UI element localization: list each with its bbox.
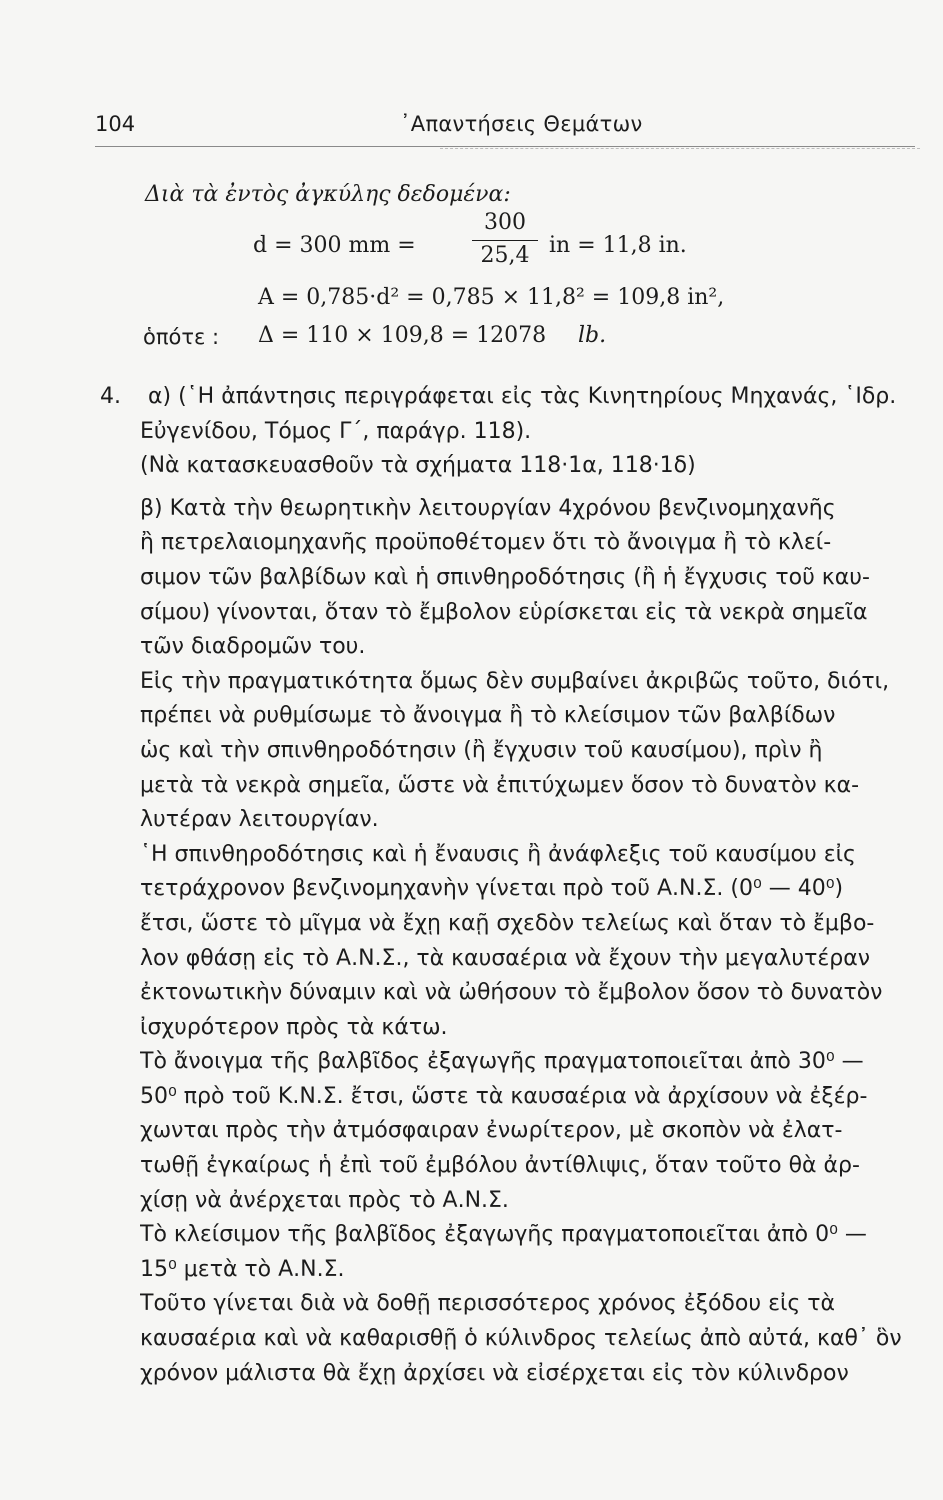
text-line: ἢ πετρελαιομηχανῆς προϋποθέτομεν ὅτι τὸ ἄνοιγμα ἢ τὸ κλεί- [140,530,832,556]
equation-area: A = 0,785·d² = 0,785 × 11,8² = 109,8 in², [258,285,725,310]
text-line: χίσῃ νὰ ἀνέρχεται πρὸς τὸ Α.Ν.Σ. [140,1187,509,1213]
text-line: σιμον τῶν βαλβίδων καὶ ἡ σπινθηροδότησις (ἢ ἡ ἔγχυσις τοῦ καυ- [140,564,870,590]
given-data-heading: Διὰ τὰ ἐντὸς ἀγκύλης δεδομένα: [145,182,511,207]
text-line: ἔτσι, ὥστε τὸ μῖγμα νὰ ἔχῃ καῇ σχεδὸν τελείως καὶ ὅταν τὸ ἔμβο- [140,910,875,936]
equation-force: Δ = 110 × 109,8 = 12078 [258,323,547,348]
header-rule [95,146,915,147]
text-line: 50⁰ πρὸ τοῦ Κ.Ν.Σ. ἔτσι, ὥστε τὰ καυσαέρια νὰ ἀρχίσουν νὰ ἐξέρ- [140,1083,868,1109]
text-line: Τὸ ἄνοιγμα τῆς βαλβῖδος ἐξαγωγῆς πραγματοποιεῖται ἀπὸ 30⁰ — [140,1049,864,1075]
text-line: λυτέραν λειτουργίαν. [140,807,379,833]
text-line: ἰσχυρότερον πρὸς τὰ κάτω. [140,1014,448,1040]
text-line: (Νὰ κατασκευασθοῦν τὰ σχήματα 118·1α, 118·1δ) [140,453,696,479]
text-line: τωθῇ ἐγκαίρως ἡ ἐπὶ τοῦ ἐμβόλου ἀντίθλιψις, ὅταν τοῦτο θὰ ἀρ- [140,1153,860,1179]
text-line: Τοῦτο γίνεται διὰ νὰ δοθῇ περισσότερος χρόνος ἐξόδου εἰς τὰ [140,1291,836,1317]
running-title: ᾿Απαντήσεις Θεμάτων [400,112,643,136]
text-line: τετράχρονον βενζινομηχανὴν γίνεται πρὸ τοῦ Α.Ν.Σ. (0⁰ — 40⁰) [140,876,844,902]
text-line: ῾Η σπινθηροδότησις καὶ ἡ ἔναυσις ἢ ἀνάφλεξις τοῦ καυσίμου εἰς [140,841,856,867]
fraction-numerator: 300 [484,210,526,235]
text-line: καυσαέρια καὶ νὰ καθαρισθῇ ὁ κύλινδρος τελείως ἀπὸ αὐτά, καθ᾿ ὃν [140,1326,902,1352]
text-line: 15⁰ μετὰ τὸ Α.Ν.Σ. [140,1256,345,1282]
text-line: πρέπει νὰ ρυθμίσωμε τὸ ἄνοιγμα ἢ τὸ κλείσιμον τῶν βαλβίδων [140,703,836,729]
item-number: 4. [100,384,121,409]
text-line: Εὐγενίδου, Τόμος Γ΄, παράγρ. 118). [140,418,532,444]
answer-body [100,380,930,1391]
equation-diameter-right: in = 11,8 in. [549,233,687,258]
equation-force-unit: lb. [578,323,607,348]
equation-label-then: ὁπότε : [143,325,220,349]
text-line: Τὸ κλείσιμον τῆς βαλβῖδος ἐξαγωγῆς πραγματοποιεῖται ἀπὸ 0⁰ — [140,1222,867,1248]
text-line: α) (῾Η ἀπάντησις περιγράφεται εἰς τὰς Κινητηρίους Μηχανάς, ῾Ιδρ. [148,384,897,409]
page-header [95,108,925,142]
equation-diameter-left: d = 300 mm = [253,233,416,258]
text-line: τῶν διαδρομῶν του. [140,634,366,660]
text-line: χρόνον μάλιστα θὰ ἔχῃ ἀρχίσει νὰ εἰσέρχεται εἰς τὸν κύλινδρον [140,1360,849,1386]
text-line: Εἰς τὴν πραγματικότητα ὅμως δὲν συμβαίνει ἀκριβῶς τοῦτο, διότι, [140,668,890,694]
text-line: λον φθάσῃ εἰς τὸ Α.Ν.Σ., τὰ καυσαέρια νὰ ἔχουν τὴν μεγαλυτέραν [140,945,870,971]
header-rule-bleed [440,148,920,149]
text-line: ὡς καὶ τὴν σπινθηροδότησιν (ἢ ἔγχυσιν τοῦ καυσίμου), πρὶν ἢ [140,737,823,763]
text-line: β) Κατὰ τὴν θεωρητικὴν λειτουργίαν 4χρόνου βενζινομηχανῆς [140,495,836,521]
text-line: μετὰ τὰ νεκρὰ σημεῖα, ὥστε νὰ ἐπιτύχωμεν ὅσον τὸ δυνατὸν κα- [140,772,860,798]
text-line: σίμου) γίνονται, ὅταν τὸ ἔμβολον εὑρίσκεται εἰς τὰ νεκρὰ σημεῖα [140,599,868,625]
page-number: 104 [95,112,136,136]
fraction-denominator: 25,4 [480,243,530,268]
fraction [470,210,540,268]
text-line: ἐκτονωτικὴν δύναμιν καὶ νὰ ὠθήσουν τὸ ἔμβολον ὅσον τὸ δυνατὸν [140,980,883,1006]
text-line: χωνται πρὸς τὴν ἀτμόσφαιραν ἐνωρίτερον, μὲ σκοπὸν νὰ ἐλατ- [140,1118,843,1144]
